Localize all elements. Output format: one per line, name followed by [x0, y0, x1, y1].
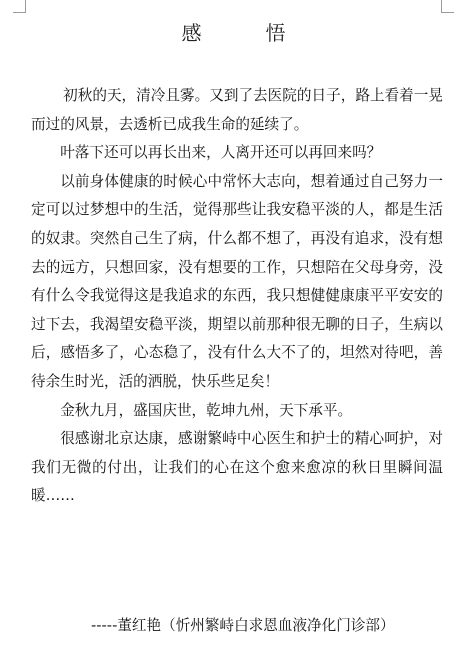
document-title: 感 悟: [181, 21, 308, 45]
paragraph-2: 叶落下还可以再长出来，人离开还可以再回来吗？: [60, 144, 382, 162]
page-corner-mark-right: [441, 0, 454, 13]
paragraph-3: 以前身体健康的时候心中常怀大志向，想着通过自己努力一定可以过梦想中的生活，觉得那些让我安稳平淡的人，都是生活的奴隶。突然自己生了病，什么都不想了，再没有追求，没有想去的远方，只想回家，没有想要的工作，只想陪在父母身旁，没有什么令我觉得这是我追求的东西，我只想健健康康平平安安的过下去，我渴望安稳平淡，期望以前那种很无聊的日子，生病以后，感悟多了，心态稳了，没有什么大不了的，坦然对待吧，善待余生时光，活的洒脱，快乐些足矣！: [31, 172, 443, 390]
paragraph-5: 很感谢北京达康，感谢繁峙中心医生和护士的精心呵护，对我们无微的付出，让我们的心在这个愈来愈凉的秋日里瞬间温暖……: [31, 430, 443, 505]
page-corner-mark-left: [13, 0, 26, 13]
document-body: [31, 82, 443, 511]
paragraph-1: 初秋的天，清冷且雾。又到了去医院的日子，路上看着一晃而过的风景，去透析已成我生命的延续了。: [31, 87, 443, 133]
document-signature: -----董红艳（忻州繁峙白求恩血液净化门诊部）: [91, 617, 395, 634]
paragraph-4: 金秋九月，盛国庆世，乾坤九州，天下承平。: [60, 401, 353, 419]
